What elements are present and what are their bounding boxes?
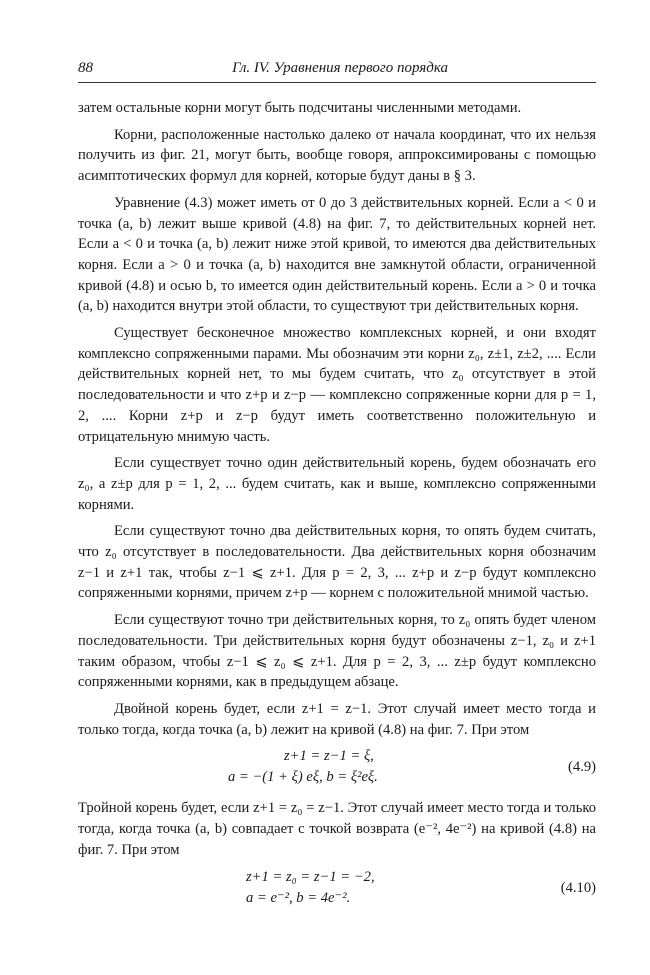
equation-4-9	[78, 746, 596, 790]
equation-line: z+1 = z−1 = ξ,	[284, 748, 374, 765]
paragraph: Если существуют точно три действительных корня, то z₀ опять будет членом последовательности. Три действительных корня будут обозначены z−1, z₀ и z+1 таким образом, чтобы z−1 ⩽ z₀ ⩽ z+1. Для p = 2, 3, ... z±p будут комплексно сопряженными корнями, как в предыдущем абзаце.	[78, 612, 596, 691]
paragraph: Если существует точно один действительный корень, будем обозначать его z₀, а z±p для p = 1, 2, ... будем считать, как и выше, комплексно сопряженными корнями.	[78, 455, 596, 513]
paragraph: Двойной корень будет, если z+1 = z−1. Этот случай имеет место тогда и только тогда, когда точка (a, b) лежит на кривой (4.8) на фиг. 7. При этом	[78, 700, 596, 738]
running-header	[78, 60, 596, 77]
paragraph: Корни, расположенные настолько далеко от начала координат, что их нельзя получить из фиг. 21, могут быть, вообще говоря, аппроксимированы с помощью асимптотических формул для корней, которые будут даны в § 3.	[78, 126, 596, 185]
paragraph: Тройной корень будет, если z+1 = z₀ = z−1. Этот случай имеет место тогда и только тогда, когда точка (a, b) совпадает с точкой возврата (e⁻², 4e⁻²) на кривой (4.8) на фиг. 7. При этом	[78, 800, 596, 858]
equation-number: (4.10)	[560, 879, 596, 896]
chapter-title: Гл. IV. Уравнения первого порядка	[232, 60, 448, 76]
equation-number: (4.9)	[568, 759, 596, 776]
equation-line: a = e⁻², b = 4e⁻².	[246, 889, 351, 906]
page-number: 88	[78, 60, 93, 76]
equation-line: a = −(1 + ξ) eξ, b = ξ²eξ.	[228, 769, 378, 786]
paragraph: Существует бесконечное множество комплексных корней, и они входят комплексно сопряженными парами. Мы обозначим эти корни z₀, z±1, z±2, .... Если действительных корней нет, то мы будем считать, что z₀ отсутствует в этой последовательности и что z+p и z−p — комплексно сопряженные корни для p = 1, 2, .... Корни z+p и z−p будут иметь соответственно положительную и отрицательную мнимую часть.	[78, 325, 596, 445]
page-body	[78, 98, 596, 919]
equation-line: z+1 = z₀ = z−1 = −2,	[246, 868, 375, 885]
header-rule	[78, 82, 596, 83]
paragraph: Уравнение (4.3) может иметь от 0 до 3 действительных корней. Если a < 0 и точка (a, b) лежит выше кривой (4.8) на фиг. 7, то действительных корней нет. Если a < 0 и точка (a, b) лежит ниже этой кривой, то имеются два действительных корня. Если a > 0 и точка (a, b) находится вне замкнутой области, ограниченной кривой (4.8) и осью b, то имеется один действительный корень. Если a > 0 и точка (a, b) находится внутри этой области, то существуют три действительных корня.	[78, 194, 596, 315]
paragraph: затем остальные корни могут быть подсчитаны численными методами.	[78, 100, 522, 116]
equation-4-10	[78, 867, 596, 911]
paragraph: Если существуют точно два действительных корня, то опять будем считать, что z₀ отсутствует в последовательности. Два действительных корня обозначим z−1 и z+1 так, чтобы z−1 ⩽ z+1. Для p = 2, 3, ... z+p и z−p будут комплексно сопряженными корнями, причем z+p — корнем с положительной мнимой частью.	[78, 523, 596, 602]
